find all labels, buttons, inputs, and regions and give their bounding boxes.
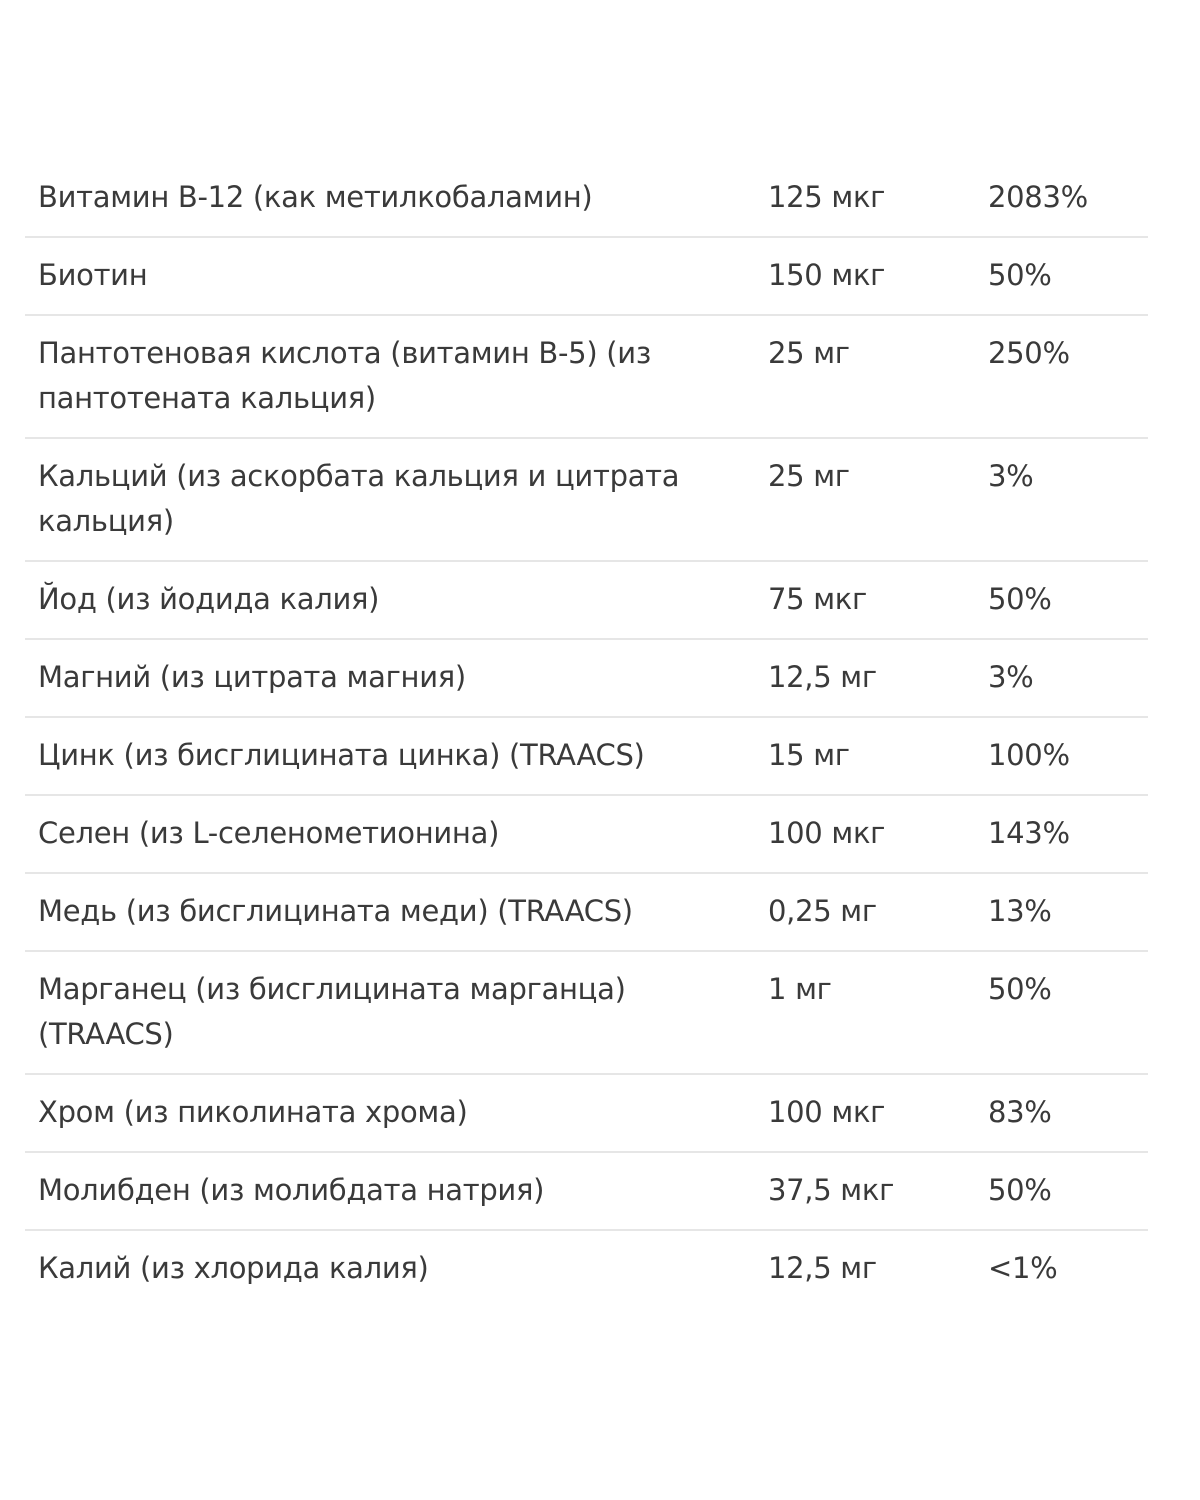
nutrient-amount: 125 мкг: [768, 180, 886, 214]
nutrient-name: Цинк (из бисглицината цинка) (TRAACS): [38, 738, 645, 772]
table-row: [25, 796, 1148, 874]
table-row: [25, 439, 1148, 562]
nutrient-name: Селен (из L-селенометионина): [38, 816, 500, 850]
nutrient-amount: 25 мг: [768, 459, 850, 493]
table-row: [25, 1075, 1148, 1153]
table-row: [25, 562, 1148, 640]
nutrient-amount: 1 мг: [768, 972, 832, 1006]
nutrient-amount: 37,5 мкг: [768, 1173, 895, 1207]
table-row: [25, 952, 1148, 1075]
nutrient-amount: 75 мкг: [768, 582, 867, 616]
nutrient-amount: 12,5 мг: [768, 660, 877, 694]
nutrient-daily-value: 100%: [988, 738, 1070, 772]
table-row: [25, 160, 1148, 238]
nutrient-name: Марганец (из бисглицината марганца) (TRAACS): [38, 972, 626, 1051]
table-row: [25, 1231, 1148, 1307]
nutrient-name: Калий (из хлорида калия): [38, 1251, 429, 1285]
nutrient-daily-value: 83%: [988, 1095, 1052, 1129]
nutrient-name: Пантотеновая кислота (витамин B-5) (из пантотената кальция): [38, 336, 651, 415]
nutrient-name: Медь (из бисглицината меди) (TRAACS): [38, 894, 633, 928]
nutrient-name: Кальций (из аскорбата кальция и цитрата кальция): [38, 459, 680, 538]
table-row: [25, 316, 1148, 439]
nutrient-name: Магний (из цитрата магния): [38, 660, 466, 694]
table-row: [25, 238, 1148, 316]
nutrient-daily-value: 50%: [988, 972, 1052, 1006]
nutrient-daily-value: <1%: [988, 1251, 1058, 1285]
nutrient-amount: 25 мг: [768, 336, 850, 370]
nutrient-amount: 150 мкг: [768, 258, 886, 292]
table-row: [25, 874, 1148, 952]
nutrient-name: Йод (из йодида калия): [38, 582, 380, 616]
nutrient-amount: 0,25 мг: [768, 894, 877, 928]
nutrient-name: Витамин B-12 (как метилкобаламин): [38, 180, 593, 214]
table-row: [25, 640, 1148, 718]
nutrient-daily-value: 250%: [988, 336, 1070, 370]
nutrient-amount: 15 мг: [768, 738, 850, 772]
table-row: [25, 1153, 1148, 1231]
nutrient-name: Молибден (из молибдата натрия): [38, 1173, 545, 1207]
nutrient-name: Хром (из пиколината хрома): [38, 1095, 468, 1129]
nutrient-daily-value: 3%: [988, 459, 1034, 493]
nutrient-daily-value: 50%: [988, 258, 1052, 292]
nutrient-name: Биотин: [38, 258, 148, 292]
supplement-facts-table: [25, 160, 1148, 1307]
nutrient-daily-value: 13%: [988, 894, 1052, 928]
nutrient-amount: 100 мкг: [768, 816, 886, 850]
nutrient-daily-value: 50%: [988, 1173, 1052, 1207]
table-row: [25, 718, 1148, 796]
nutrient-daily-value: 143%: [988, 816, 1070, 850]
nutrient-daily-value: 2083%: [988, 180, 1088, 214]
nutrient-amount: 100 мкг: [768, 1095, 886, 1129]
nutrient-daily-value: 3%: [988, 660, 1034, 694]
nutrient-daily-value: 50%: [988, 582, 1052, 616]
nutrient-amount: 12,5 мг: [768, 1251, 877, 1285]
